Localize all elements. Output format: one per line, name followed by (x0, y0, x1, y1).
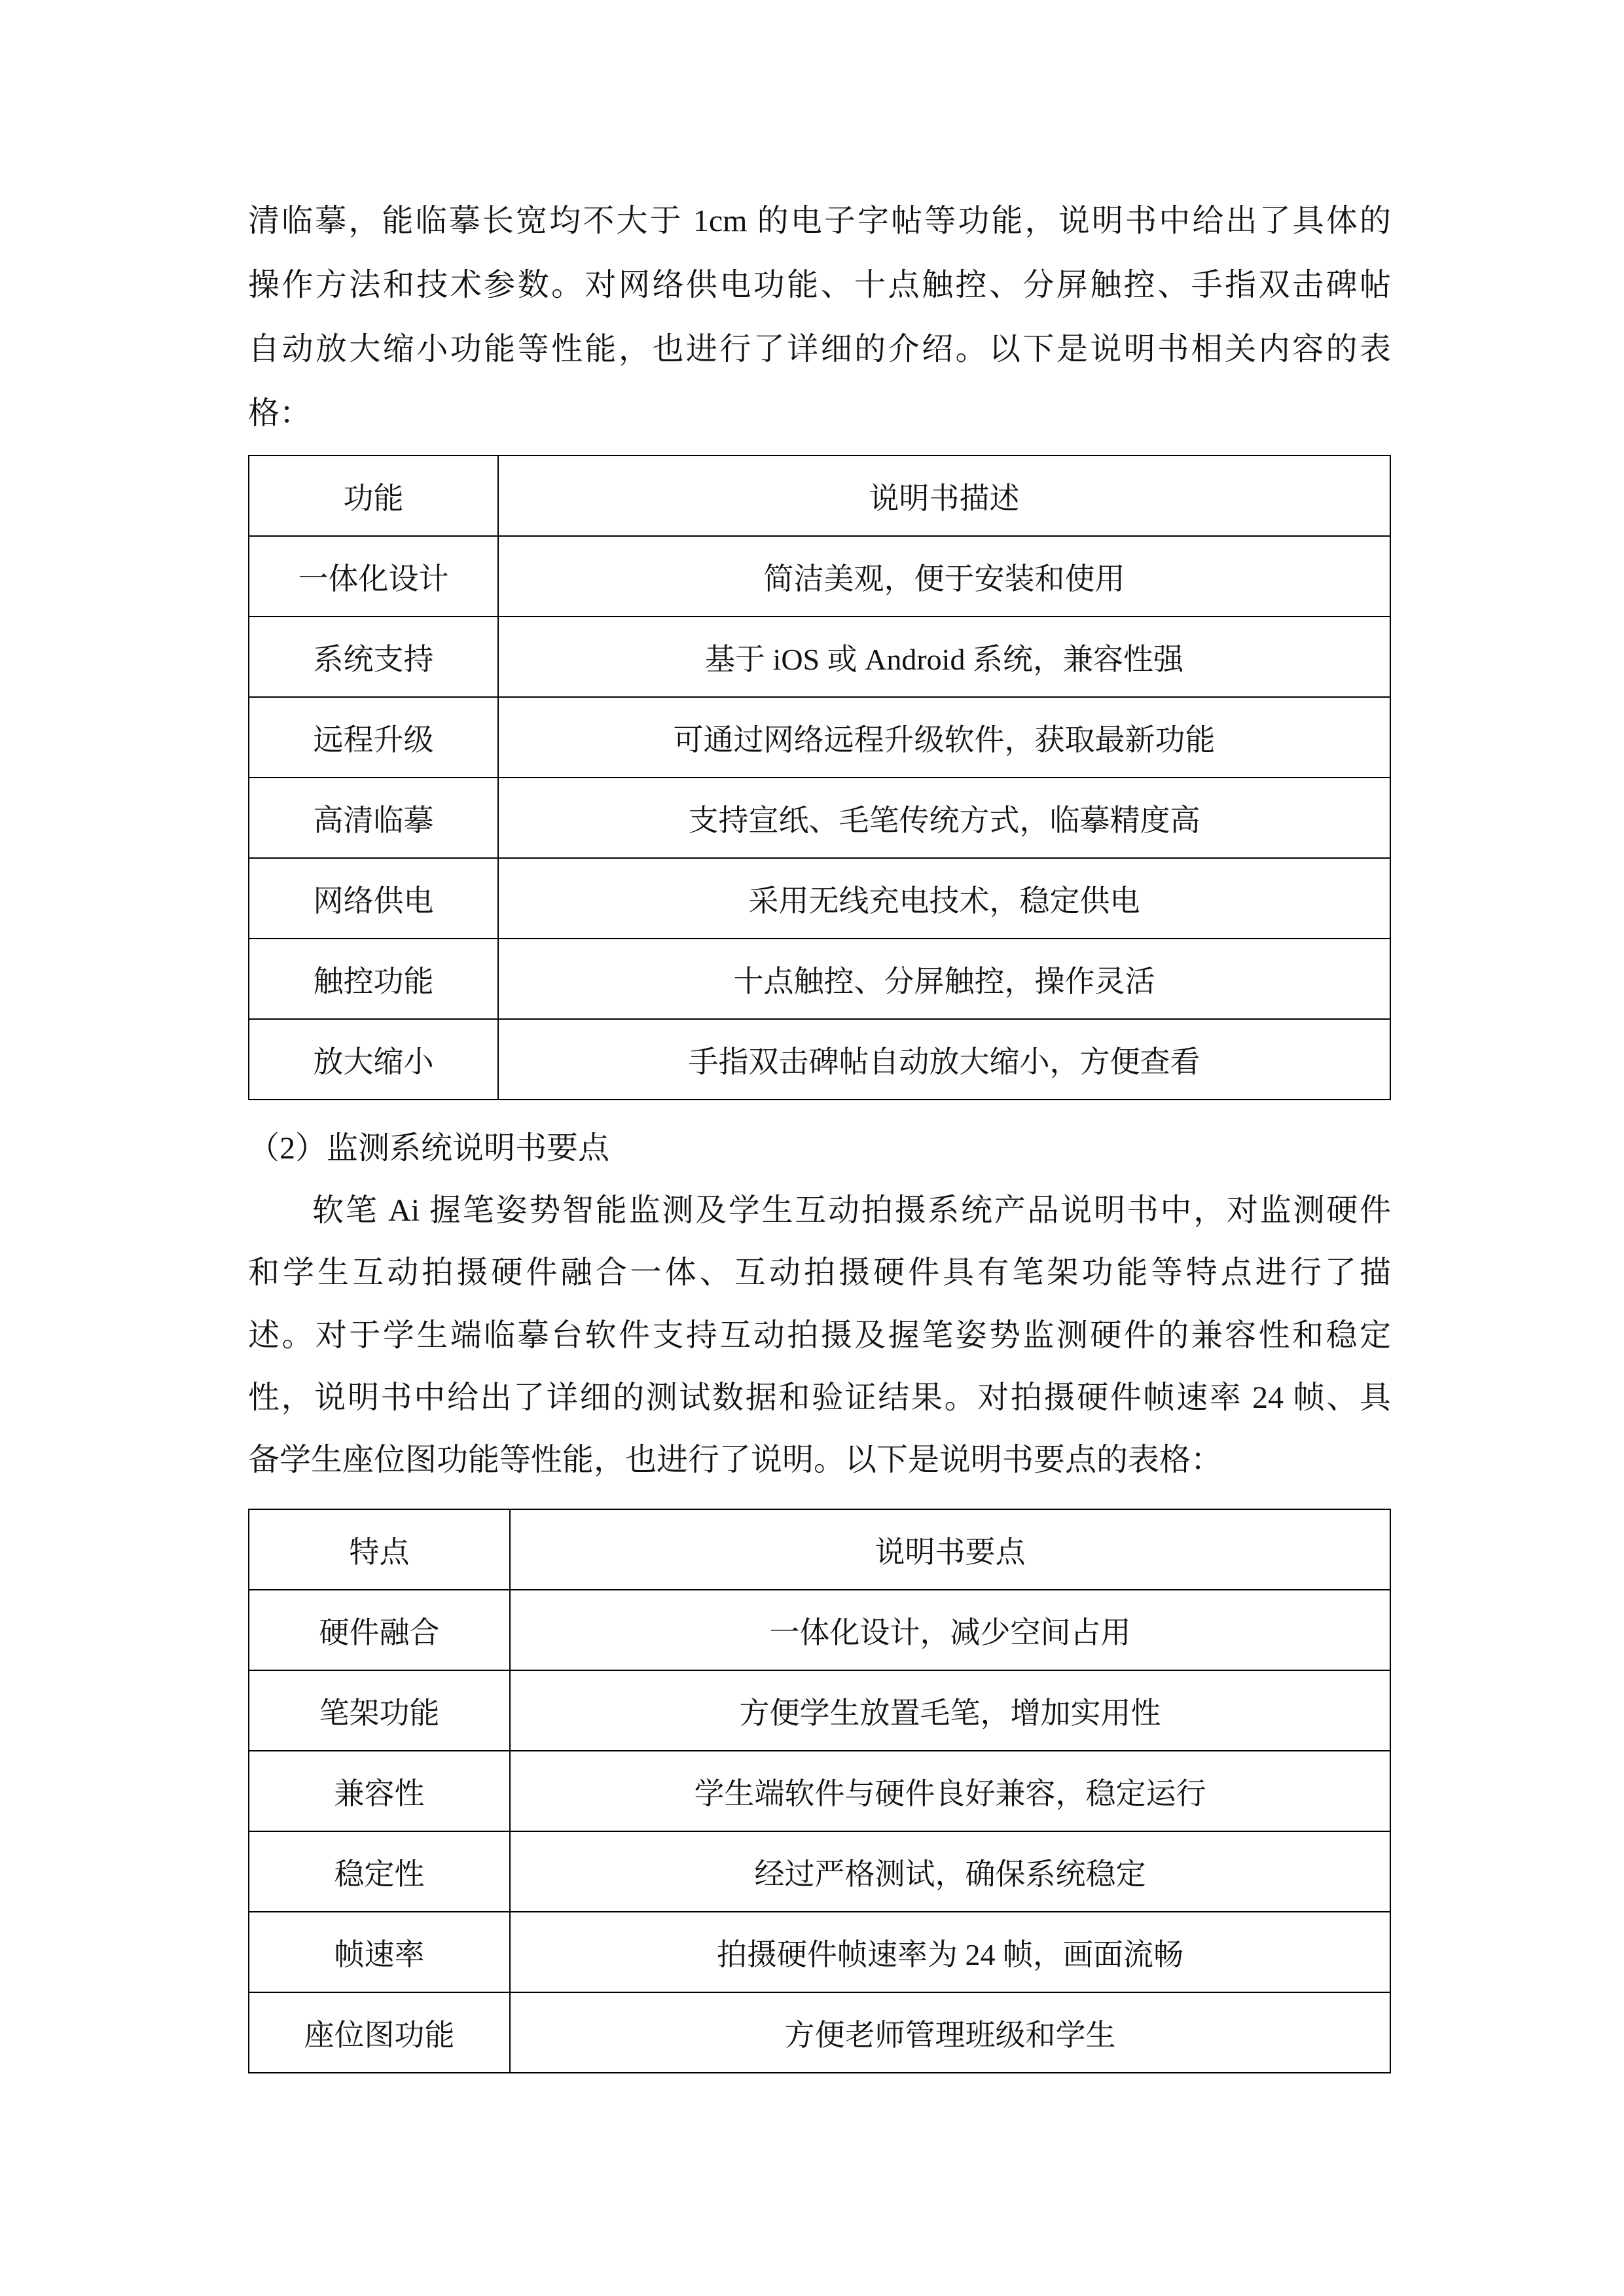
table-cell: 经过严格测试，确保系统稳定 (510, 1831, 1390, 1912)
table-row (249, 697, 1390, 778)
table-row (249, 778, 1390, 858)
table-cell: 方便老师管理班级和学生 (510, 1992, 1390, 2073)
feature-table (248, 1509, 1391, 2073)
header-cell: 说明书要点 (510, 1509, 1390, 1590)
header-cell: 功能 (249, 456, 498, 536)
table-cell: 可通过网络远程升级软件，获取最新功能 (498, 697, 1390, 778)
text-line: 自动放大缩小功能等性能，也进行了详细的介绍。以下是说明书相关内容的表 (248, 332, 1391, 367)
table-row (249, 1019, 1390, 1100)
text-line: 操作方法和技术参数。对网络供电功能、十点触控、分屏触控、手指双击碑帖 (248, 268, 1391, 302)
table-header-row (249, 456, 1390, 536)
table-cell: 远程升级 (249, 697, 498, 778)
table-cell: 放大缩小 (249, 1019, 498, 1100)
table-cell: 帧速率 (249, 1912, 510, 1992)
table-row (249, 1831, 1390, 1912)
table-cell: 十点触控、分屏触控，操作灵活 (498, 939, 1390, 1019)
table-cell: 一体化设计 (249, 536, 498, 617)
text-line: 软笔 Ai 握笔姿势智能监测及学生互动拍摄系统产品说明书中，对监测硬件 (312, 1193, 1391, 1228)
table-cell: 采用无线充电技术，稳定供电 (498, 858, 1390, 939)
table-cell: 笔架功能 (249, 1670, 510, 1751)
table-cell: 系统支持 (249, 617, 498, 697)
text-line: 备学生座位图功能等性能，也进行了说明。以下是说明书要点的表格： (248, 1443, 1223, 1477)
table-cell: 拍摄硬件帧速率为 24 帧，画面流畅 (510, 1912, 1390, 1992)
table-row (249, 1590, 1390, 1670)
table-header-row (249, 1509, 1390, 1590)
text-line: 和学生互动拍摄硬件融合一体、互动拍摄硬件具有笔架功能等特点进行了描 (248, 1255, 1391, 1290)
table-row (249, 939, 1390, 1019)
table-cell: 座位图功能 (249, 1992, 510, 2073)
table-cell: 基于 iOS 或 Android 系统，兼容性强 (498, 617, 1390, 697)
table-row (249, 536, 1390, 617)
text-line: 格： (248, 396, 312, 431)
table-row (249, 617, 1390, 697)
table-cell: 硬件融合 (249, 1590, 510, 1670)
header-cell: 说明书描述 (498, 456, 1390, 536)
table-row (249, 1992, 1390, 2073)
table-row (249, 1670, 1390, 1751)
table-cell: 兼容性 (249, 1751, 510, 1831)
table-cell: 支持宣纸、毛笔传统方式，临摹精度高 (498, 778, 1390, 858)
table-row (249, 1912, 1390, 1992)
table-cell: 手指双击碑帖自动放大缩小，方便查看 (498, 1019, 1390, 1100)
table-cell: 学生端软件与硬件良好兼容，稳定运行 (510, 1751, 1390, 1831)
table-cell: 稳定性 (249, 1831, 510, 1912)
table-row (249, 1751, 1390, 1831)
table-cell: 方便学生放置毛笔，增加实用性 (510, 1670, 1390, 1751)
table-cell: 一体化设计，减少空间占用 (510, 1590, 1390, 1670)
function-table (248, 455, 1391, 1100)
section-heading: （2）监测系统说明书要点 (248, 1131, 610, 1166)
table-row (249, 858, 1390, 939)
table-cell: 高清临摹 (249, 778, 498, 858)
table-cell: 网络供电 (249, 858, 498, 939)
text-line: 清临摹，能临摹长宽均不大于 1cm 的电子字帖等功能，说明书中给出了具体的 (248, 204, 1391, 238)
text-line: 述。对于学生端临摹台软件支持互动拍摄及握笔姿势监测硬件的兼容性和稳定 (248, 1318, 1391, 1353)
header-cell: 特点 (249, 1509, 510, 1590)
table-cell: 触控功能 (249, 939, 498, 1019)
text-line: 性，说明书中给出了详细的测试数据和验证结果。对拍摄硬件帧速率 24 帧、具 (248, 1380, 1391, 1415)
table-cell: 简洁美观，便于安装和使用 (498, 536, 1390, 617)
